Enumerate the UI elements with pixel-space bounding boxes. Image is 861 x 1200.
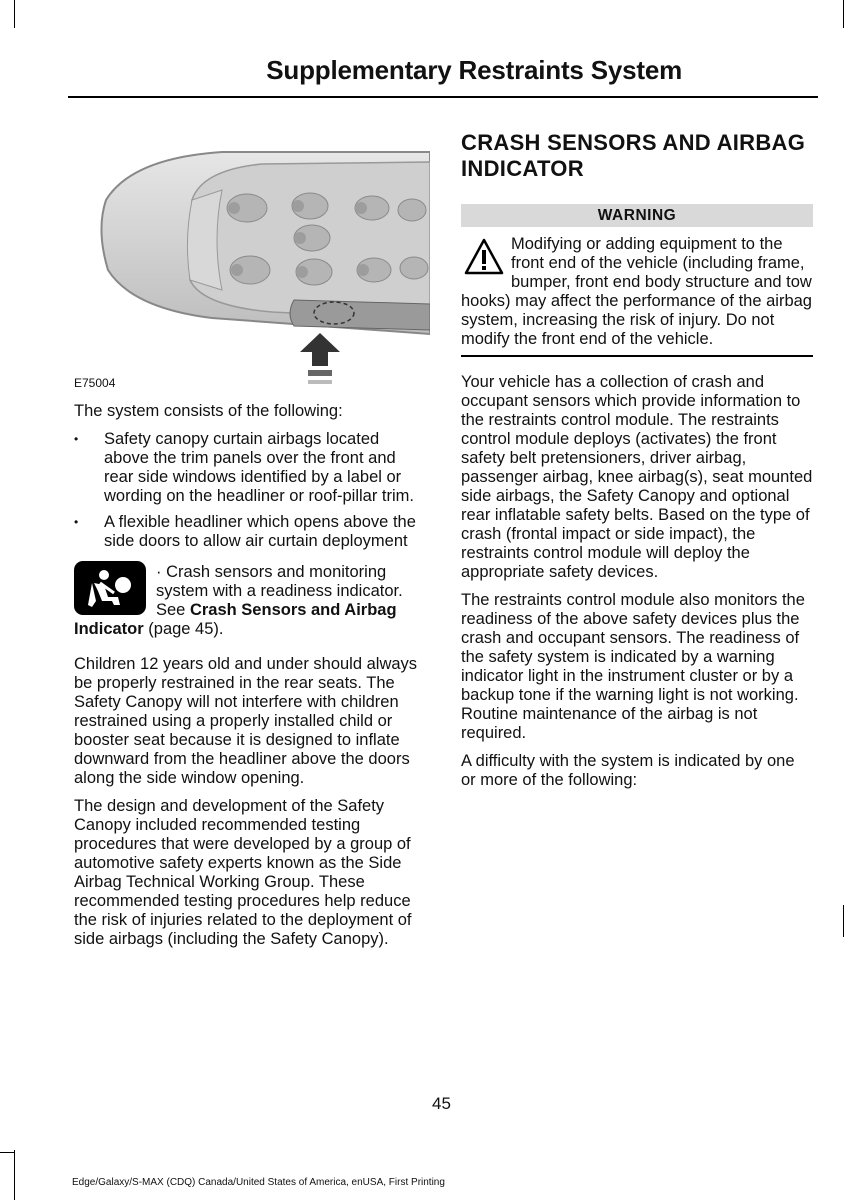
warning-text: Modifying or adding equipment to the front end of the vehicle (including frame, bumper, front end body structure and tow hooks) may affect the performance of the airbag system, increasing the risk of injury. Do not modify the front end of the vehicle. — [461, 235, 812, 348]
page-ref-text: (page 45). — [143, 620, 224, 638]
list-item: • A flexible headliner which opens above the side doors to allow air curtain deployment — [74, 513, 426, 551]
sensors-paragraph: Your vehicle has a collection of crash and occupant sensors which provide information to the restraints control module. The restraints control module deploys (activates) the front safety belt pretensioners, driver airbag, passenger airbag, knee airbag(s), seat mounted side airbags, the Safety Canopy and optional rear inflatable safety belts. Based on the type of crash (frontal impact or side impact), the restraints control module will deploy the appropriate safety devices. — [461, 373, 813, 581]
design-paragraph: The design and development of the Safety Canopy included recommended testing procedures that were developed by a group of automotive safety experts known as the Side Airbag Technical Working Group. These recommended testing procedures help reduce the risk of injuries related to the deployment of side airbags (including the Safety Canopy). — [74, 797, 412, 948]
indicator-text: · Crash sensors and monitoring system with a readiness indicator. See — [156, 563, 403, 619]
crash-sensors-xref-link[interactable]: Crash Sensors and Airbag Indicator — [74, 601, 397, 638]
crop-mark-top-left — [14, 0, 15, 28]
children-paragraph: Children 12 years old and under should always be properly restrained in the rear seats. The Safety Canopy will not interfere with children restrained using a properly installed child or booster seat because it is designed to inflate downward from the headliner above the doors along the side window opening. — [74, 655, 418, 787]
section-heading: CRASH SENSORS AND AIRBAG INDICATOR — [461, 130, 806, 181]
warning-triangle-icon — [463, 237, 505, 277]
right-column — [461, 130, 813, 799]
crop-mark-bottom-left-v — [14, 1150, 15, 1200]
footer-text: Edge/Galaxy/S-MAX (CDQ) Canada/United States of America, enUSA, First Printing — [72, 1177, 445, 1188]
left-column — [74, 402, 426, 958]
list-item: • Safety canopy curtain airbags located above the trim panels over the front and rear side windows identified by a label or wording on the headliner or roof-pillar trim. — [74, 430, 426, 506]
indicator-paragraph — [74, 563, 426, 639]
component-list — [74, 430, 426, 551]
warning-box — [461, 235, 813, 357]
crop-mark-right-side — [843, 905, 844, 937]
warning-header: WARNING — [461, 204, 813, 227]
airbag-indicator-icon — [74, 561, 146, 615]
crop-mark-bottom-left-h — [0, 1152, 14, 1153]
intro-text: The system consists of the following: — [74, 402, 343, 420]
page-title: Supplementary Restraints System — [266, 55, 682, 85]
title-rule — [68, 96, 818, 98]
difficulty-paragraph: A difficulty with the system is indicated by one or more of the following: — [461, 752, 795, 789]
crop-mark-top-right — [843, 0, 844, 28]
readiness-paragraph: The restraints control module also monitors the readiness of the above safety devices plus the crash and occupant sensors. The readiness of the safety system is indicated by a warning indicator light in the instrument cluster or by a backup tone if the warning light is not working. Routine maintenance of the airbag is not required. — [461, 591, 805, 742]
page-number: 45 — [432, 1094, 451, 1113]
figure-code: E75004 — [74, 376, 116, 390]
vehicle-illustration — [72, 130, 430, 392]
vehicle-top-view-icon — [72, 130, 430, 392]
